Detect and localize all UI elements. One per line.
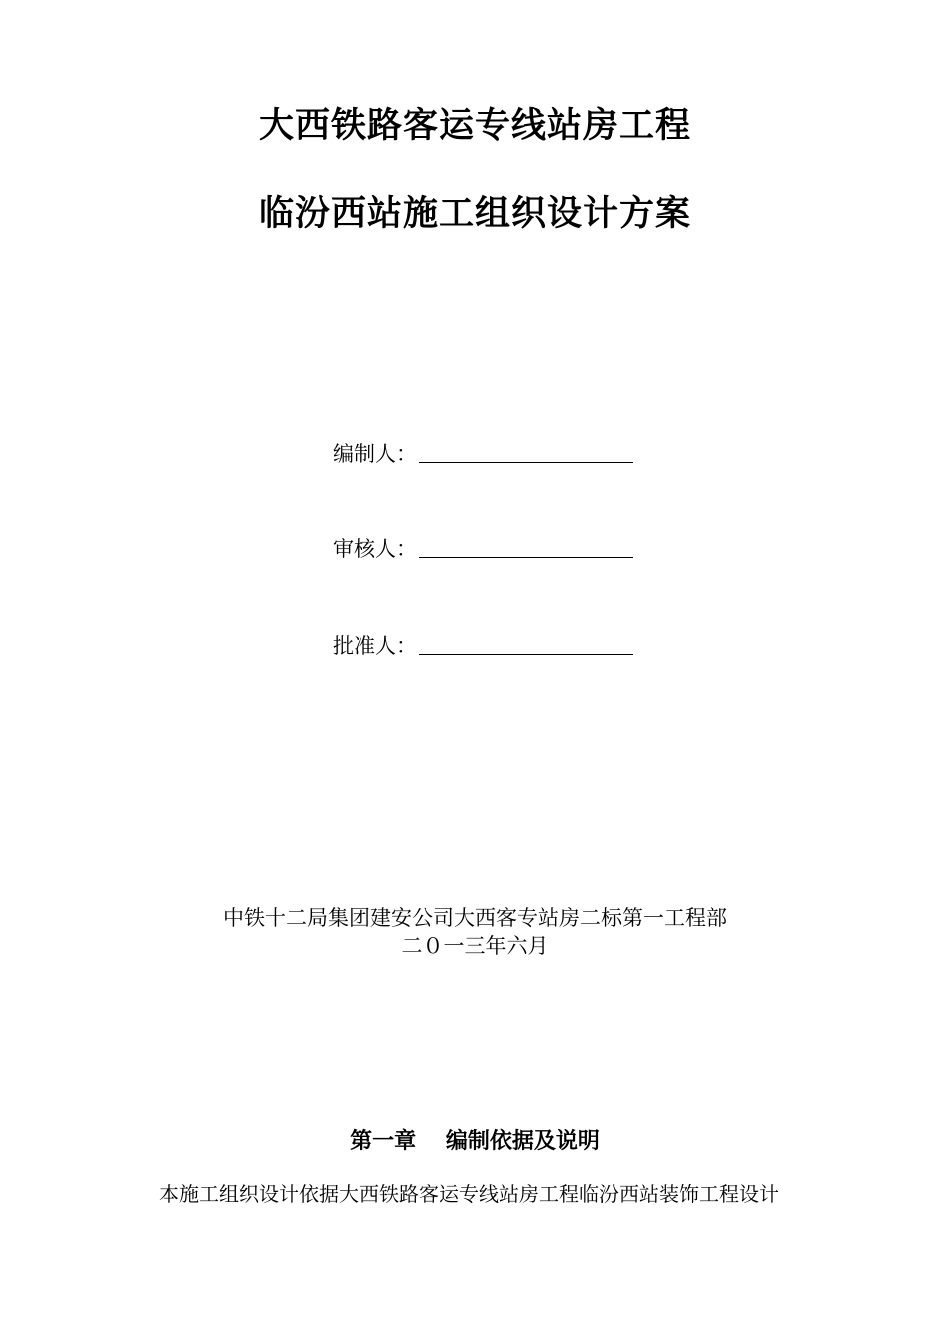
chapter-body-text: 本施工组织设计依据大西铁路客运专线站房工程临汾西站装饰工程设计 bbox=[159, 1182, 779, 1206]
reviewer-label: 审核人： bbox=[333, 537, 417, 561]
document-title-line-2: 临汾西站施工组织设计方案 bbox=[258, 193, 691, 234]
organization-name: 中铁十二局集团建安公司大西客专站房二标第一工程部 bbox=[223, 906, 727, 930]
approver-signature-row bbox=[333, 630, 633, 660]
issue-date: 二０一三年六月 bbox=[401, 934, 549, 958]
compiler-signature-line bbox=[419, 462, 633, 463]
chapter-heading: 第一章 编制依据及说明 bbox=[350, 1129, 600, 1154]
compiler-label: 编制人： bbox=[333, 442, 417, 466]
document-title-line-1: 大西铁路客运专线站房工程 bbox=[258, 105, 691, 146]
approver-signature-line bbox=[419, 654, 633, 655]
reviewer-signature-line bbox=[419, 557, 633, 558]
approver-label: 批准人： bbox=[333, 634, 417, 658]
compiler-signature-row bbox=[333, 438, 633, 468]
reviewer-signature-row bbox=[333, 533, 633, 563]
